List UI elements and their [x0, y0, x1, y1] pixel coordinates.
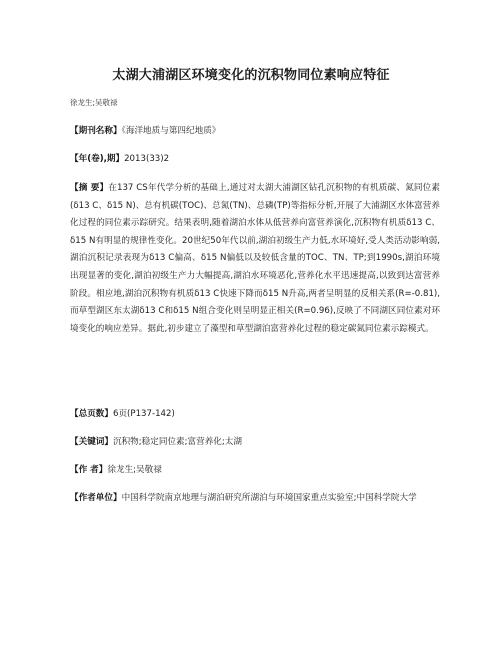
author-label: 【作 者】: [70, 465, 108, 475]
abstract-text: 在137 CS年代学分析的基础上,通过对太湖大浦湖区钻孔沉积物的有机质碳、氮同位素(δ13 C、δ15 N)、总有机碳(TOC)、总氮(TN)、总磷(TP)等指标分析,开展了大浦湖区水体富营养化过程的同位素示踪研究。结果表明,随着湖泊水体从低营养向富营养演化,沉积物有机质δ13 C、δ15 N有明显的规律性变化。20世纪50年代以前,湖泊初级生产力低,水环境好,受人类活动影响弱,湖泊沉积记录表现为δ13 C偏高、δ15 N偏低以及较低含量的TOC、TN、TP;到1990s,湖泊环境出现显著的变化,湖泊初级生产力大幅提高,湖泊水环境恶化,营养化水平迅速提高,以致到达富营养阶段。相应地,湖泊沉积物有机质δ13 C快速下降而δ15 N升高,两者呈明显的反相关系(R=-0.81),而草型湖区东太湖δ13 C和δ15 N组合变化则呈明显正相关(R=0.96),反映了不同湖区同位素对环境变化的响应差异。据此,初步建立了藻型和草型湖泊富营养化过程的稳定碳氮同位素示踪模式。: [70, 183, 440, 334]
journal-label: 【期刊名称】: [70, 126, 122, 136]
pages-label: 【总页数】: [70, 409, 113, 419]
affiliation-field: [70, 489, 440, 507]
author-value: 徐龙生;吴敬禄: [107, 465, 162, 475]
document-title: 太湖大浦湖区环境变化的沉积物同位素响应特征: [112, 68, 390, 83]
author-field: [70, 461, 440, 479]
year-issue-value: 2013(33)2: [124, 154, 170, 164]
year-issue-label: 【年(卷),期】: [70, 154, 125, 164]
pages-field: [70, 405, 440, 423]
abstract-field: [70, 180, 440, 338]
year-issue-field: [70, 150, 440, 168]
journal-value: 《海洋地质与第四纪地质》: [121, 126, 221, 136]
affiliation-label: 【作者单位】: [70, 493, 122, 503]
keywords-label: 【关键词】: [70, 437, 113, 447]
keywords-value: 沉积物;稳定同位素;富营养化;太湖: [112, 437, 242, 447]
affiliation-value: 中国科学院南京地理与湖泊研究所湖泊与环境国家重点实验室;中国科学院大学: [121, 493, 417, 503]
keywords-field: [70, 433, 440, 451]
abstract-label: 【摘 要】: [70, 183, 109, 193]
pages-value: 6页(P137-142): [112, 409, 175, 419]
author-line: 徐龙生;吴敬禄: [70, 98, 118, 107]
journal-field: [70, 122, 440, 140]
